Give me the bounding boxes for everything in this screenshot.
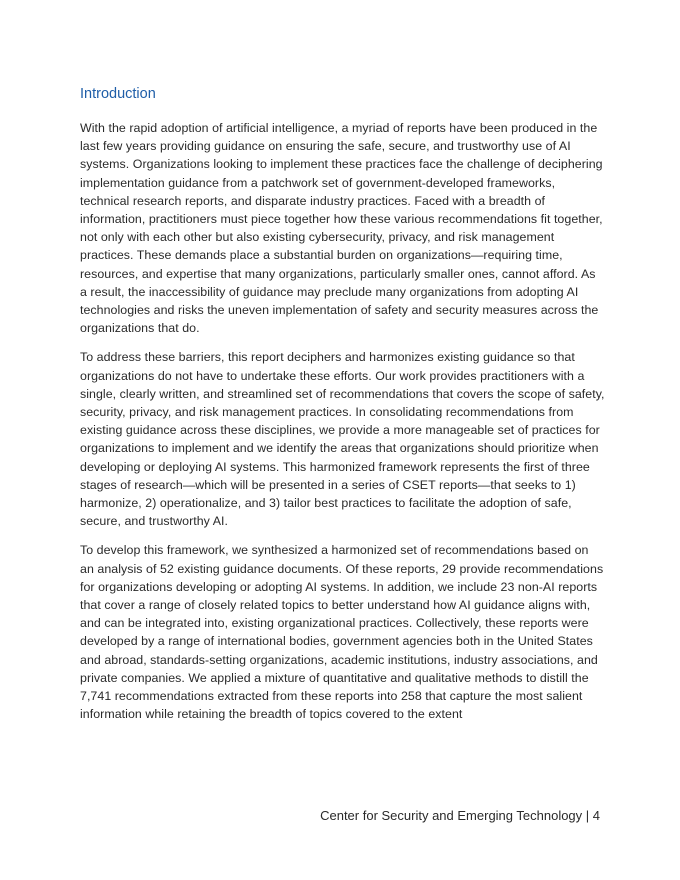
page-content bbox=[80, 84, 605, 735]
paragraph-1: With the rapid adoption of artificial intelligence, a myriad of reports have been produced in the last few years providing guidance on ensuring the safe, secure, and trustworthy use of AI systems. Organizations looking to implement these practices face the challenge of deciphering implementation guidance from a patchwork set of government-developed frameworks, technical research reports, and disparate industry practices. Faced with a breadth of information, practitioners must piece together how these various recommendations fit together, not only with each other but also existing cybersecurity, privacy, and risk management practices. These demands place a substantial burden on organizations—requiring time, resources, and expertise that many organizations, particularly smaller ones, cannot afford. As a result, the inaccessibility of guidance may preclude many organizations from adopting AI technologies and risks the uneven implementation of safety and security measures across the organizations that do. bbox=[80, 121, 603, 336]
paragraph-3: To develop this framework, we synthesized a harmonized set of recommendations based on an analysis of 52 existing guidance documents. Of these reports, 29 provide recommendations for organizations developing or adopting AI systems. In addition, we include 23 non-AI reports that cover a range of closely related topics to better understand how AI guidance aligns with, and can be integrated into, existing organizational practices. Collectively, these reports were developed by a range of international bodies, government agencies both in the United States and abroad, standards-setting organizations, academic institutions, industry associations, and private companies. We applied a mixture of quantitative and qualitative methods to distill the 7,741 recommendations extracted from these reports into 258 that capture the most salient information while retaining the breadth of topics covered to the extent bbox=[80, 543, 604, 722]
paragraph-2: To address these barriers, this report deciphers and harmonizes existing guidance so that organizations do not have to undertake these efforts. Our work provides practitioners with a single, clearly written, and streamlined set of recommendations that covers the scope of safety, security, privacy, and risk management practices. In consolidating recommendations from existing guidance across these disciplines, we provide a more manageable set of practices for organizations to implement and we identify the areas that organizations should prioritize when developing or deploying AI systems. This harmonized framework represents the first of three stages of research—which will be presented in a series of CSET reports—that seeks to 1) harmonize, 2) operationalize, and 3) tailor best practices to facilitate the adoption of safe, secure, and trustworthy AI. bbox=[80, 350, 605, 529]
section-heading: Introduction bbox=[80, 86, 156, 102]
page-footer: Center for Security and Emerging Technology | 4 bbox=[320, 808, 600, 823]
